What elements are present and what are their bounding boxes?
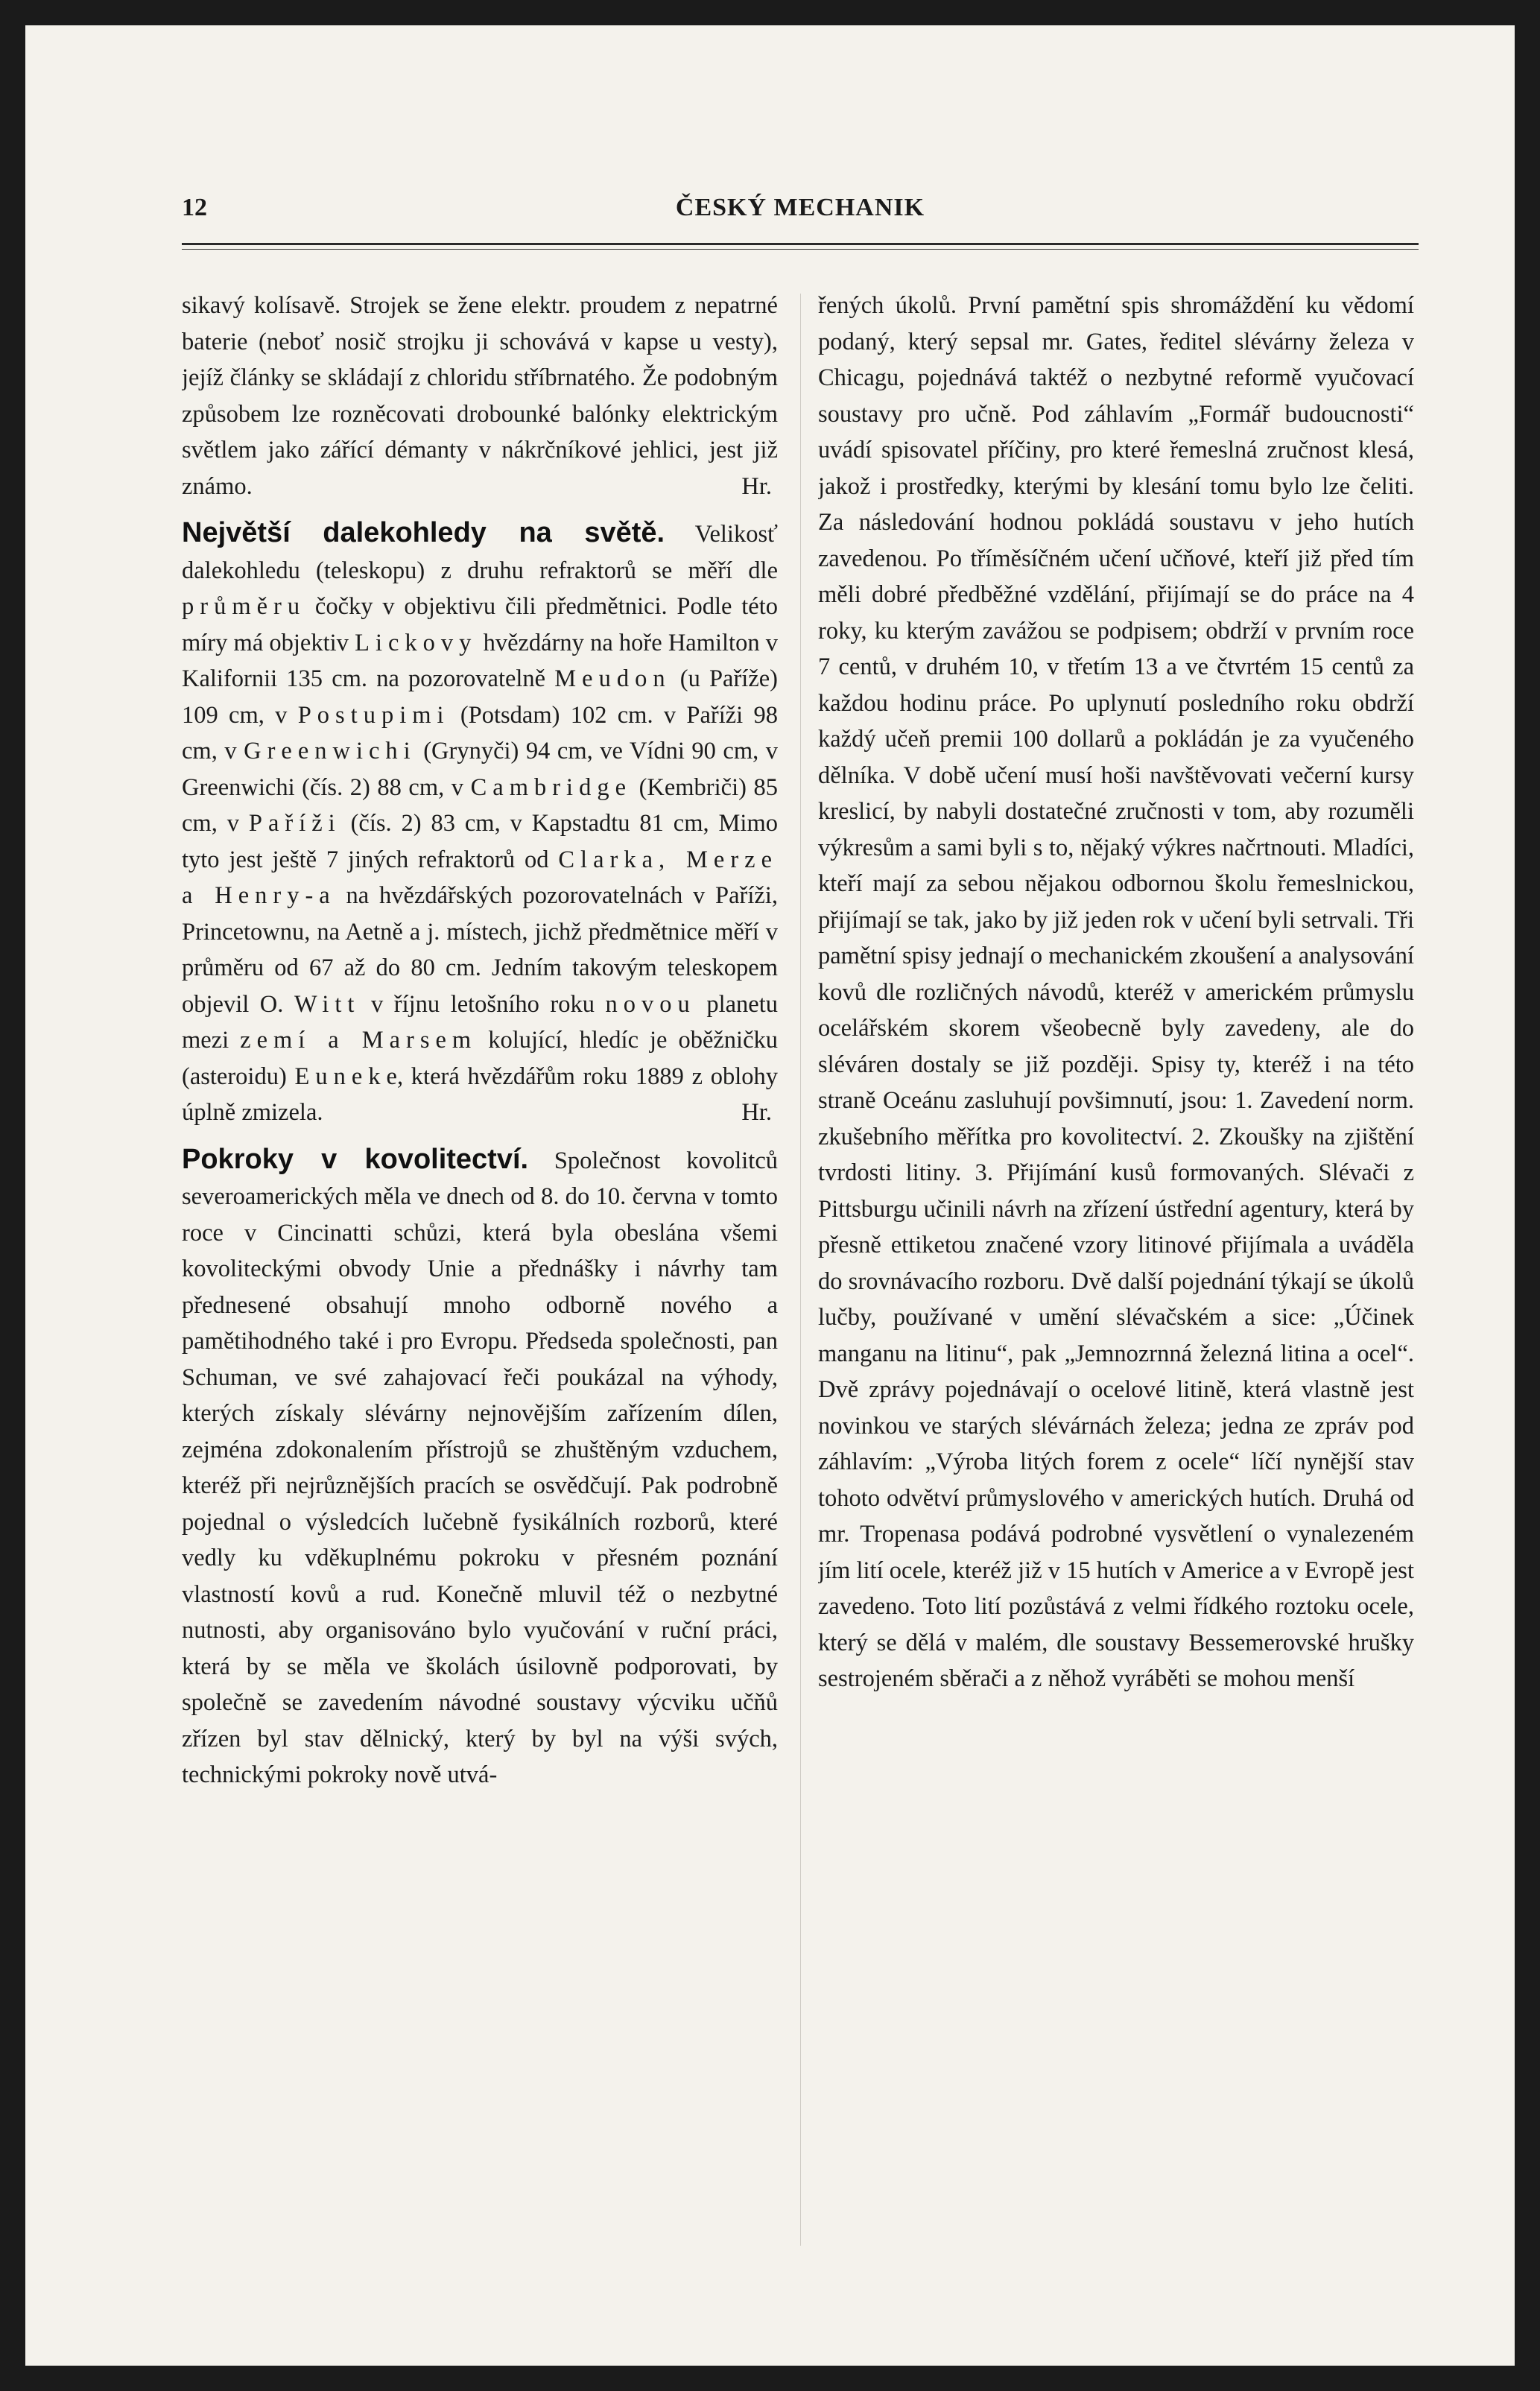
article-text: na hvězdářských pozorovatelnách v Paříži, Princetownu, na Aetně a j. místech, jichž předmětnice měří v průměru od 67 až do 80 cm. Jedním takovým teleskopem objevil O. xyxy=(182,882,778,1018)
right-column xyxy=(818,288,1414,2255)
spaced-term: novou xyxy=(605,990,696,1018)
article-text: (Grynyči) 94 cm, ve Vídni 90 cm, v Greenwichi (čís. 2) 88 cm, v xyxy=(182,738,778,801)
spaced-term: zemí a Marsem xyxy=(240,1027,478,1054)
spaced-term: Cambridge xyxy=(470,773,633,801)
author-signature: Hr. xyxy=(741,472,772,500)
article-heading: Největší dalekohledy na světě. xyxy=(182,517,665,548)
spaced-term: Greenwichi xyxy=(244,738,416,764)
author-signature: Hr. xyxy=(741,1099,772,1126)
article-text: Společnost kovolitců severoamerických měla ve dnech od 8. do 10. června v tomto roce v Cincinatti schůzi, která byla obeslána všemi kovoliteckými obvody Unie a přednášky i návrhy tam přednesené obsahují mnoho odborně nového a pamětihodného také i pro Evropu. Předseda společnosti, pan Schuman, ve své zahajovací řeči poukázal na výhody, kterých získaly slévárny nejnovějším zařízením dílen, zejména zdokonalením přístrojů se zhuštěným vzduchem, kteréž při nejrůznějších pracích se osvědčují. Pak podrobně pojednal o výsledcích lučebně fysikálních rozborů, které vedly ku vděkuplnému pokroku v přesném poznání vlastností kovů a rud. Konečně mluvil též o nezbytné nutnosti, aby organisováno bylo vyučování v ruční práci, která by se měla ve školách úsilovně podporovati, by společně se zavedením návodné soustavy výcviku učňů zřízen byl stav dělnický, který by byl na výši svých, technickými pokroky nově utvá- xyxy=(182,1147,778,1788)
article-text: čočky v objektivu čili předmětnici. Podle této míry má objektiv xyxy=(182,593,778,656)
article-telescopes xyxy=(182,515,778,1131)
running-title: ČESKÝ MECHANIK xyxy=(675,194,925,221)
article-foundry-continued: řených úkolů. První pamětní spis shromáždění ku vědomí podaný, který sepsal mr. Gates, ředitel slévárny železa v Chicagu, pojednává taktéž o nezbytné reformě vyučovací soustavy pro učně. Pod záhlavím „Formář budoucnosti“ uvádí spisovatel příčiny, pro které řemeslná zručnost klesá, jakož i prostředky, kterými by klesání tomu bylo lze čeliti. Za následování hodnou pokládá soustavu v jeho hutích zavedenou. Po tříměsíčném učení učňové, kteří již před tím měli dobré předběžné vzdělání, přijímají se do práce na 4 roky, ku kterým zavážou se podpisem; obdrží v prvním roce 7 centů, v druhém 10, v třetím 13 a ve čtvrtém 15 centů za každou hodinu práce. Po uplynutí posledního roku obdrží každý učeň premii 100 dollarů a pokládán je za vyučeného dělníka. V době učení musí hoši navštěvovati večerní kursy kreslicí, by nabyli dostatečné zručnosti v tom, aby rozuměli výkresům a sami byli s to, nějaký výkres načrtnouti. Mladíci, kteří mají za sebou nějakou odbornou školu řemeslnickou, přijímají se tak, jako by již jeden rok v učení byli setrvali. Tři pamětní spisy jednají o mechanickém zkoušení a analysování kovů dle rozličných návodů, kteréž v americkém průmyslu ocelářském skorem všeobecně byly zavedeny, ale do sléváren dostaly se již později. Spisy ty, kteréž i na této straně Oceánu zasluhují povšimnutí, jsou: 1. Zavedení norm. zkušebního měřítka pro kovolitectví. 2. Zkoušky na zjištění tvrdosti litiny. 3. Přijímání kusů formovaných. Slévači z Pittsburgu učinili návrh na zřízení ústřední agentury, která by přesně ettiketou značené vzory litinové přijímala a uváděla do srovnávacího rozboru. Dvě další pojednání týkají se úkolů lučby, používané v umění slévačském a sice: „Účinek manganu na litinu“, pak „Jemnozrnná železná litina a ocel“. Dvě zprávy pojednávají o ocelové litině, která vlastně jest novinkou ve starých slévárnách železa; jedna ze zpráv pod záhlavím: „Výroba litých forem z ocele“ líčí nynější stav tohoto odvětví průmyslového v amerických hutích. Druhá od mr. Tropenasa podává podrobné vysvětlení o vynalezeném jím lití ocele, kteréž již v 15 hutích v Americe a v Evropě jest zavedeno. Toto lití pozůstává z velmi řídkého roztoku ocele, který se dělá v malém, dle soustavy Bessemerovské hrušky sestrojeném sběrači a z něhož vyráběti se mohou menší xyxy=(818,292,1414,1692)
article-text: (Kembriči) 85 cm, v xyxy=(182,773,778,837)
spaced-term: Eunek xyxy=(294,1063,387,1090)
spaced-term: Meudon xyxy=(554,665,671,692)
column-divider xyxy=(800,294,801,2246)
article-text: v říjnu letošního roku xyxy=(360,990,606,1018)
spaced-term: průměru xyxy=(182,593,306,620)
page-header xyxy=(182,194,1419,238)
header-rule xyxy=(182,243,1419,245)
article-heading: Pokroky v kovolitectví. xyxy=(182,1143,529,1175)
page-number: 12 xyxy=(182,194,207,221)
article-text: (čís. 2) 83 cm, v Kapstadtu 81 cm, Mimo tyto jest ještě 7 jiných refraktorů od xyxy=(182,810,778,873)
article-text: Velikosť dalekohledu (teleskopu) z druhu refraktorů se měří dle xyxy=(182,521,778,584)
paragraph-continued xyxy=(182,288,778,504)
spaced-term: Postupimi xyxy=(297,701,450,729)
spaced-term: Witt xyxy=(294,990,361,1018)
article-text: planetu mezi xyxy=(182,990,778,1054)
header-rule-thin xyxy=(182,249,1419,250)
spaced-term: Clarka, Merze a Henry-a xyxy=(182,846,778,909)
article-foundry xyxy=(182,1141,778,1793)
article-text: e, která hvězdářům roku 1889 z oblohy úplně zmizela. xyxy=(182,1063,778,1126)
article-text: hvězdárny na hoře Hamilton v Kalifornii 135 cm. na pozorovatelně xyxy=(182,629,778,692)
journal-page xyxy=(25,25,1515,2366)
article-text: (u Paříže) 109 cm, v xyxy=(182,665,778,729)
paragraph-text: sikavý kolísavě. Strojek se žene elektr. proudem z nepatrné baterie (neboť nosič strojku ji schovává v kapse u vesty), jejíž články se skládají z chloridu stříbrnatého. Že podobným způsobem lze rozněcovati drobounké balónky elektrickým světlem jako zářící démanty v nákrčníkové jehlici, jest již známo. xyxy=(182,292,778,500)
left-column xyxy=(182,288,778,2255)
article-text: kolující, hledíc je oběžničku (asteroidu) xyxy=(182,1027,778,1090)
article-text: (Potsdam) 102 cm. v Paříži 98 cm, v xyxy=(182,701,778,764)
spaced-term: Paříži xyxy=(248,810,341,837)
spaced-term: Lickovy xyxy=(355,629,478,656)
